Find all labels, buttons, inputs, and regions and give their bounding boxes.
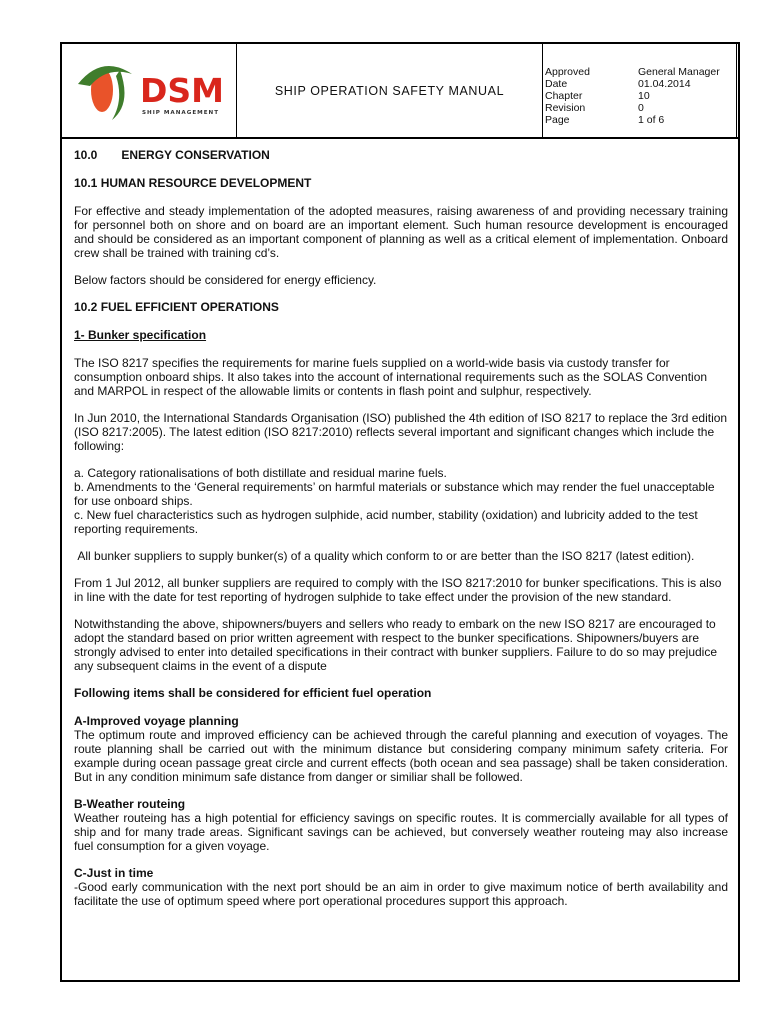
section-heading-10-1: 10.1 HUMAN RESOURCE DEVELOPMENT <box>74 176 312 190</box>
list-item-b: b. Amendments to the ‘General requirements’ on harmful materials or substance which may render the fuel unacceptable for use onboard ships. <box>74 480 715 508</box>
dsm-logo-icon <box>62 44 232 137</box>
heading-voyage-planning: A-Improved voyage planning <box>74 714 239 728</box>
list-item-c: c. New fuel characteristics such as hydrogen sulphide, acid number, stability (oxidation) and lubricity added to the test reporting requirements. <box>74 508 698 536</box>
document-header <box>62 44 738 139</box>
paragraph-iso-2010: In Jun 2010, the International Standards Organisation (ISO) published the 4th edition of ISO 8217 to replace the 3rd edition (ISO 8217:2005). The latest edition (ISO 8217:2010) reflects several important and significant changes which include the following: <box>74 411 728 453</box>
paragraph-jul-2012: From 1 Jul 2012, all bunker suppliers are required to comply with the ISO 8217:2010 for bunker specifications. This is also in line with the date for test reporting of hydrogen sulphide to take effect under the provision of the new standard. <box>74 576 722 604</box>
paragraph-suppliers: All bunker suppliers to supply bunker(s) of a quality which conform to or are better than the ISO 8217 (latest edition). <box>74 549 695 563</box>
meta-page: Page 1 of 6 <box>545 114 665 126</box>
section-heading-10-2: 10.2 FUEL EFFICIENT OPERATIONS <box>74 300 279 314</box>
paragraph-iso8217: The ISO 8217 specifies the requirements for marine fuels supplied on a world-wide basis via custody transfer for consumption onboard ships. It also takes into the account of international requirements such as the SOLAS Convention and MARPOL in respect of the allowable limits or contents in flash point and sulphur, respectively. <box>74 356 708 398</box>
section-heading-10: 10.0 ENERGY CONSERVATION <box>74 148 270 162</box>
paragraph-weather-routeing: Weather routeing has a high potential for efficiency savings on specific routes. It is commercially available for all types of ship and for many trade areas. Significant savings can be achieved, but conversely weather routeing may also increase fuel consumption for a given voyage. <box>74 811 728 853</box>
subheading-bunker-spec: 1- Bunker specification <box>74 328 207 342</box>
meta-revision: Revision 0 <box>545 102 644 114</box>
paragraph-human-resource: For effective and steady implementation of the adopted measures, raising awareness of and providing necessary training for personnel both on shore and on board are an important element. Such human resource development is encouraged and should be considered as an important component of planning as well as a critical element of implementation. Onboard crew shall be trained with training cd’s. <box>74 204 728 260</box>
meta-date: Date 01.04.2014 <box>545 78 691 90</box>
paragraph-factors: Below factors should be considered for energy efficiency. <box>74 273 377 287</box>
meta-approved: Approved General Manager <box>545 66 720 78</box>
heading-just-in-time: C-Just in time <box>74 866 154 880</box>
heading-following-items: Following items shall be considered for efficient fuel operation <box>74 686 432 700</box>
logo-cell <box>62 44 237 137</box>
logo-wordmark: DSM <box>140 71 224 110</box>
document-body <box>74 148 728 908</box>
paragraph-voyage-planning: The optimum route and improved efficiency can be achieved through the careful planning and execution of voyages. The route planning shall be carried out with the minimum distance but considering company minimum safety criteria. For example during ocean passage great circle and current effects (both ocean and sea passage) shall be taken consideration. But in any condition minimum safe distance from danger or similiar shall be followed. <box>74 728 728 784</box>
paragraph-notwithstanding: Notwithstanding the above, shipowners/buyers and sellers who ready to embark on the new ISO 8217 are encouraged to adopt the standard based on prior written agreement with respect to the bunker specifications. Shipowners/buyers are strongly advised to enter into detailed specifications in their contract with bunker suppliers. Failure to do so may prejudice any subsequent claims in the event of a dispute <box>74 617 718 673</box>
meta-divider <box>736 44 737 137</box>
list-item-a: a. Category rationalisations of both distillate and residual marine fuels. <box>74 466 447 480</box>
page-frame <box>60 42 740 982</box>
document-meta <box>543 44 738 137</box>
meta-chapter: Chapter 10 <box>545 90 650 102</box>
paragraph-just-in-time: -Good early communication with the next port should be an aim in order to give maximum notice of berth availability and facilitate the use of optimum speed where port operational procedures support this approach. <box>74 880 728 908</box>
logo-subtext: SHIP MANAGEMENT <box>142 110 220 116</box>
heading-weather-routeing: B-Weather routeing <box>74 797 186 811</box>
manual-title: SHIP OPERATION SAFETY MANUAL <box>237 44 543 137</box>
